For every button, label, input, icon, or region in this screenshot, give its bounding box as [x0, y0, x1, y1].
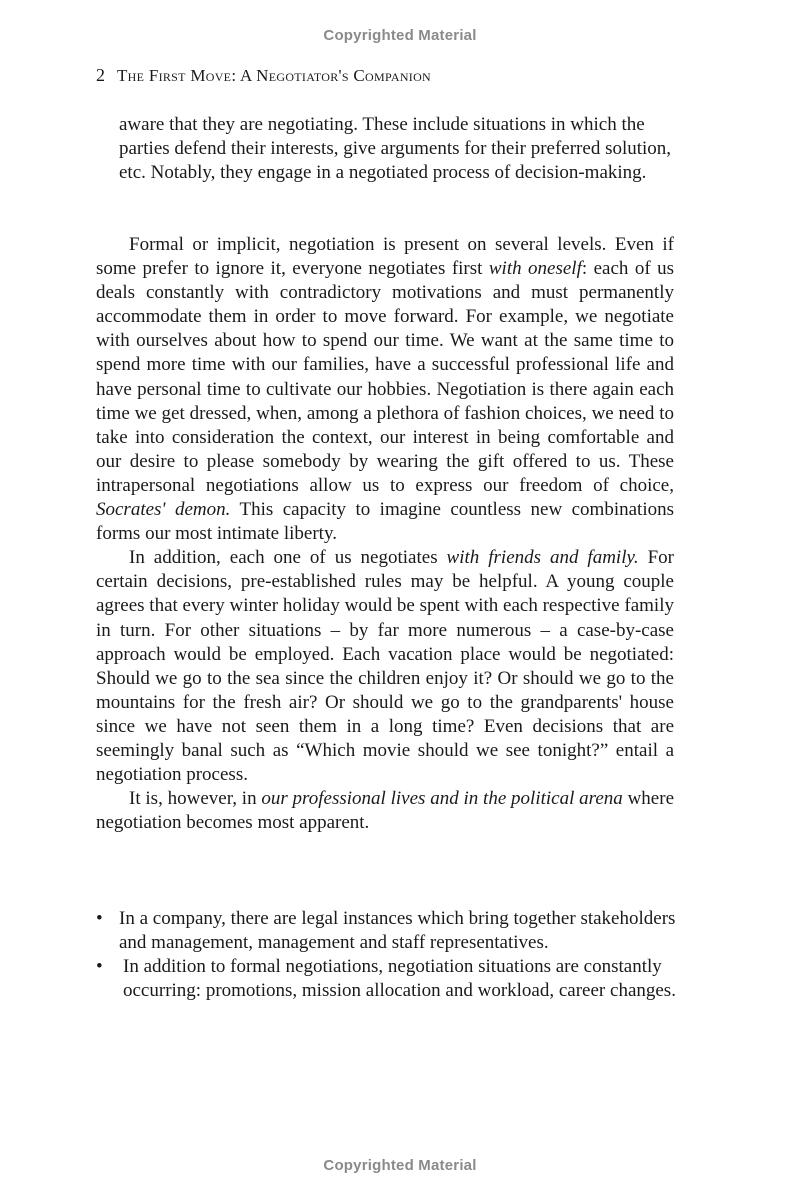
p1-emphasis-oneself: with oneself — [488, 258, 582, 280]
watermark-top: Copyrighted Material — [323, 27, 477, 44]
bullet-text: In addition to formal negotiations, negotiation situations are constantly occurring: promotions, mission allocation and workload, career changes. — [123, 956, 676, 1001]
page-number: 2 — [96, 65, 105, 85]
p3-emphasis-professional: our professional lives and in the political arena — [261, 788, 623, 810]
bullet-item — [96, 907, 676, 955]
p1-text-c: This capacity to imagine countless new combinations forms our most intimate liberty. — [96, 499, 674, 545]
watermark-bottom: Copyrighted Material — [323, 1157, 477, 1174]
paragraph-oneself — [96, 233, 674, 546]
p3-text-a: It is, however, in — [129, 788, 262, 810]
p1-text-b: : each of us deals constantly with contradictory motivations and must permanently accommodate them in order to move forward. For example, we negotiate with ourselves about how to spend our time. We want at the same time to spend more time with our families, have a successful professional life and have personal time to cultivate our hobbies. Negotiation is there again each time we get dressed, when, among a plethora of fashion choices, we need to take into consideration the context, our interest in being comfortable and our desire to please somebody by wearing the gift offered to us. These intrapersonal negotiations allow us to express our freedom of choice, — [96, 258, 674, 496]
p1-emphasis-socrates: Socrates' demon. — [96, 499, 231, 521]
book-title: The First Move: A Negotiator's Companion — [117, 66, 432, 85]
p2-text-a: In addition, each one of us negotiates — [129, 547, 447, 569]
paragraph-professional — [96, 787, 674, 835]
p3-text-b: where negotiation becomes most apparent. — [96, 788, 674, 834]
running-head — [96, 64, 431, 87]
block-quote: aware that they are negotiating. These include situations in which the parties defend their interests, give arguments for their preferred solution, etc. Notably, they engage in a negotiated process of decision-making. — [119, 114, 672, 183]
bullet-text: In a company, there are legal instances which bring together stakeholders and management, management and staff representatives. — [119, 908, 676, 953]
body-text — [96, 233, 674, 835]
bullet-list — [96, 907, 676, 1003]
bullet-dot: • — [96, 956, 103, 977]
paragraph-friends-family — [96, 546, 674, 787]
p1-text-a: Formal or implicit, negotiation is present on several levels. Even if some prefer to ignore it, everyone negotiates first — [96, 234, 674, 280]
bullet-dot: • — [96, 908, 103, 929]
bullet-item — [96, 955, 676, 1003]
p2-emphasis-friends: with friends and family. — [446, 547, 639, 569]
p2-text-b: For certain decisions, pre-established rules may be helpful. A young couple agrees that every winter holiday would be spent with each respective family in turn. For other situations – by far more numerous – a case-by-case approach would be employed. Each vacation place would be negotiated: Should we go to the sea since the children enjoy it? Or should we go to the mountains for the fresh air? Or should we go to the grandparents' house since we have not seen them in a long time? Even decisions that are seemingly banal such as “Which movie should we see tonight?” entail a negotiation process. — [96, 547, 674, 786]
